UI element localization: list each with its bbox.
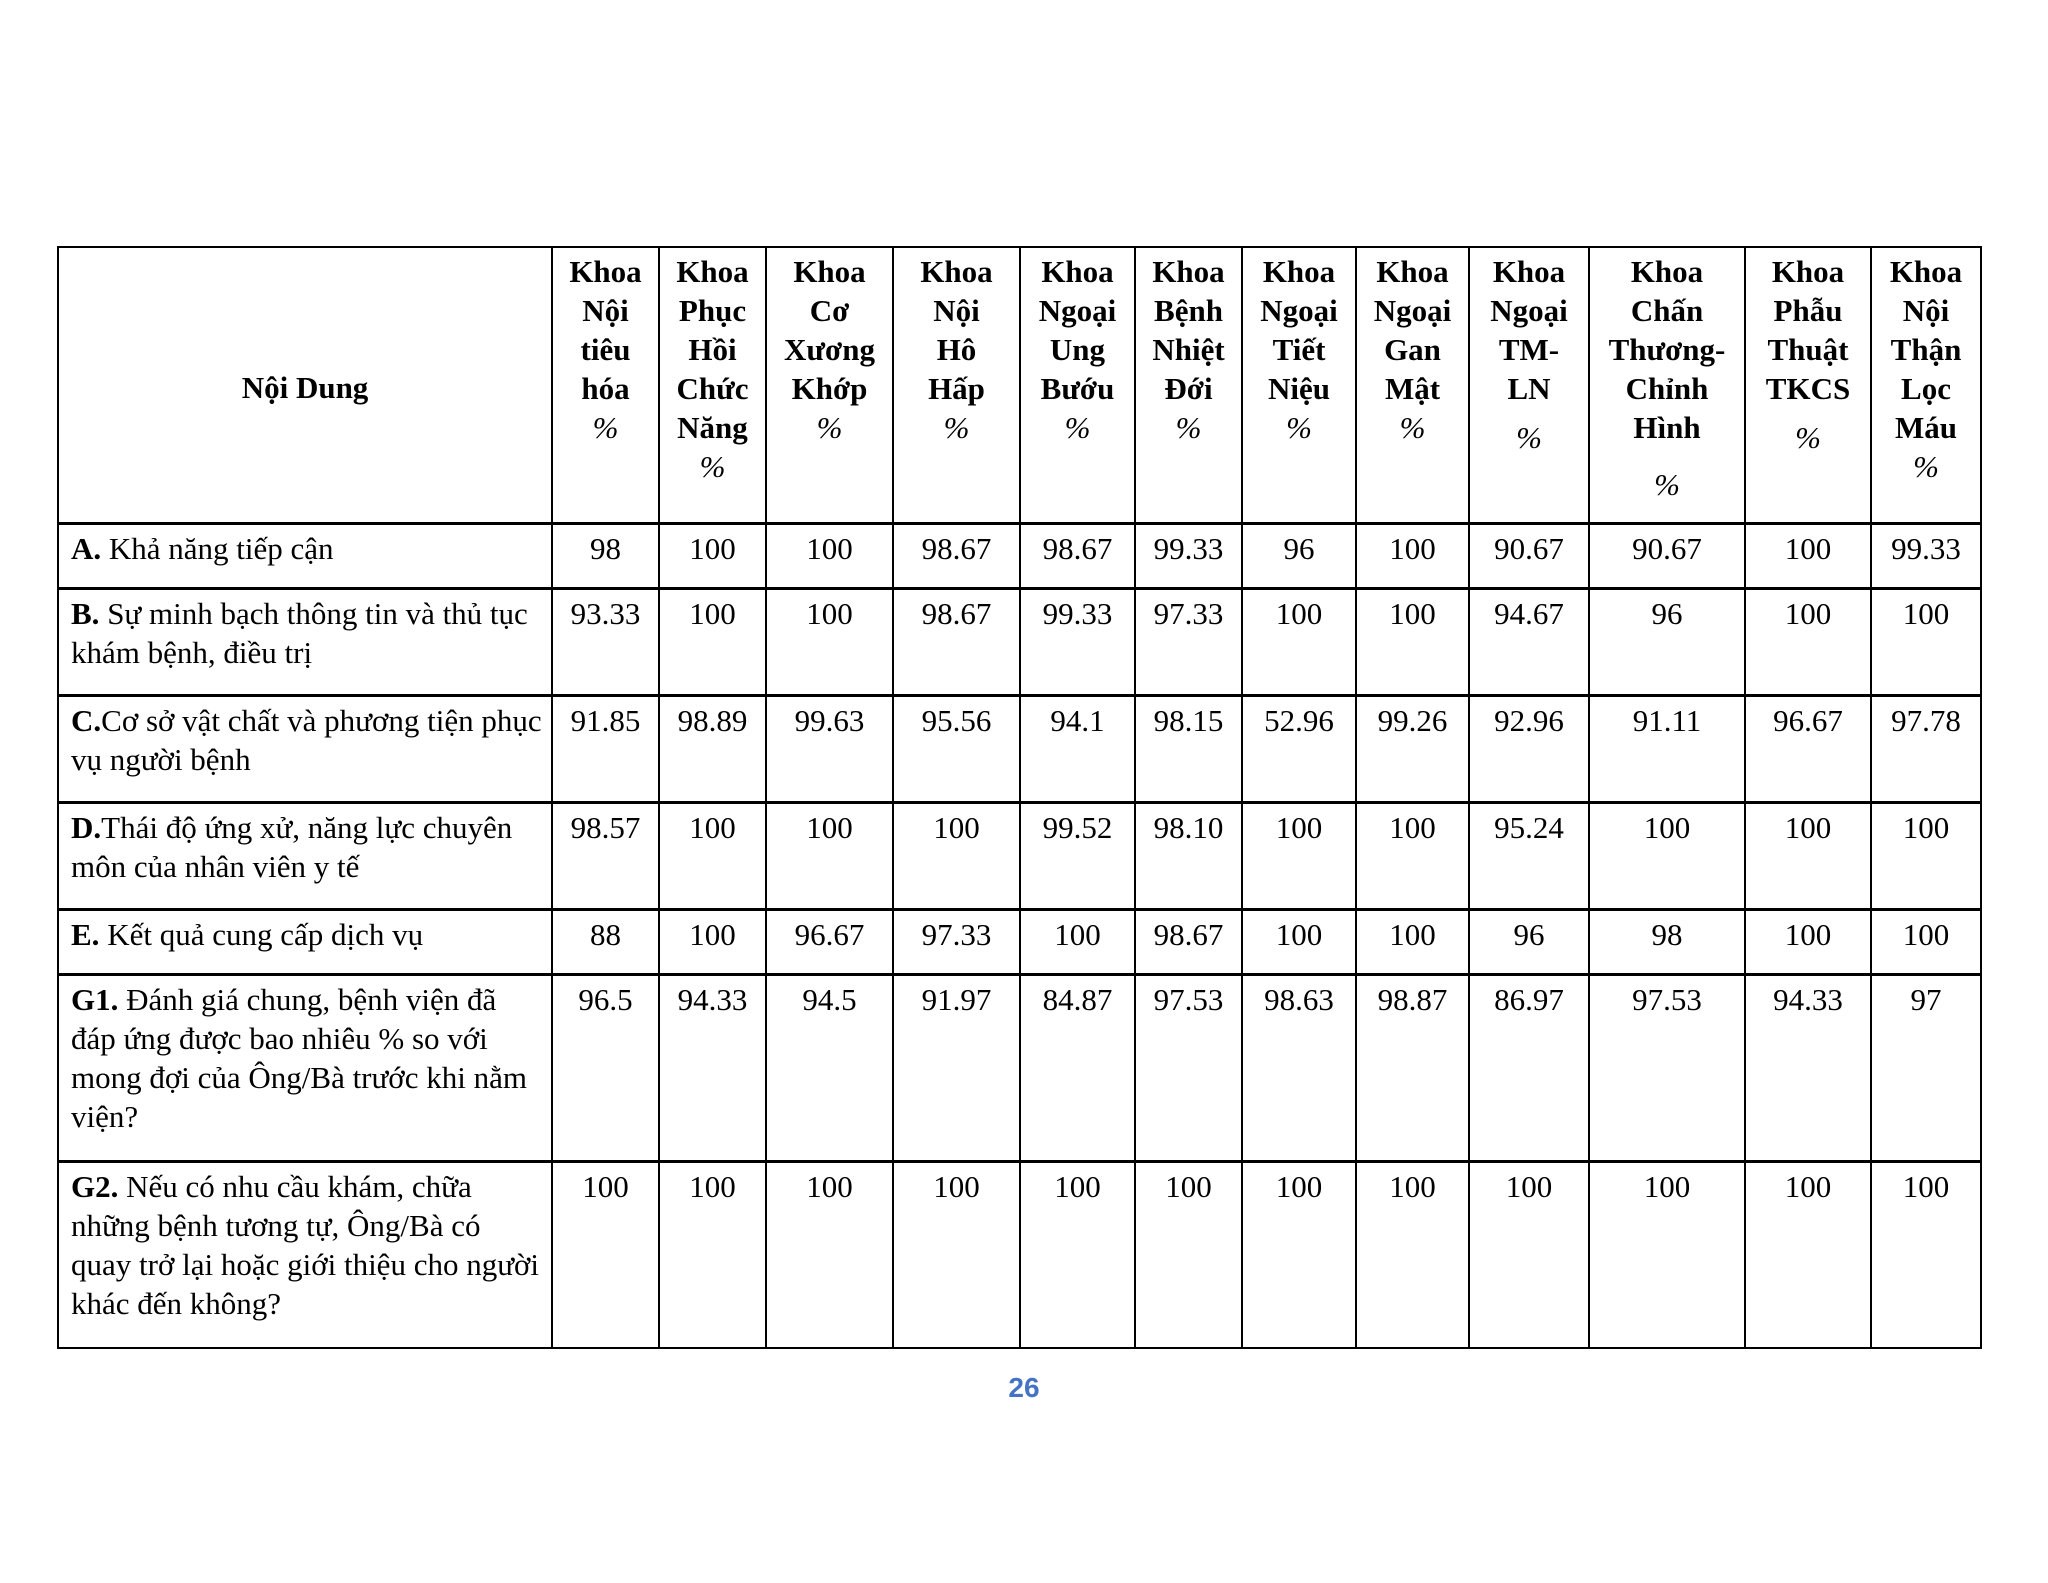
value-cell: 96.5 (552, 975, 659, 1162)
value-cell: 90.67 (1589, 524, 1745, 589)
column-header-line: Phục (678, 293, 747, 328)
content-column-header: Nội Dung (58, 247, 552, 524)
value-cell: 100 (1589, 1162, 1745, 1349)
value-cell: 98.10 (1135, 803, 1242, 910)
column-unit: % (1654, 467, 1680, 502)
column-header-line: Ngoại (1260, 293, 1338, 328)
row-text: Nếu có nhu cầu khám, chữa những bệnh tương tự, Ông/Bà có quay trở lại hoặc giới thiệu cho người khác đến không? (71, 1169, 547, 1321)
row-code: C. (71, 703, 102, 738)
value-cell: 100 (1745, 1162, 1871, 1349)
value-cell: 100 (1745, 589, 1871, 696)
column-header-line: Đới (1164, 371, 1213, 406)
column-header-line: Chấn (1630, 293, 1704, 328)
column-header-line: LN (1507, 371, 1551, 406)
row-code: G1. (71, 982, 119, 1017)
column-header-line: Cơ (809, 293, 850, 328)
value-cell: 94.5 (766, 975, 893, 1162)
row-label (58, 910, 552, 975)
value-cell: 100 (1356, 589, 1469, 696)
value-cell: 92.96 (1469, 696, 1589, 803)
value-cell: 94.33 (1745, 975, 1871, 1162)
column-header (552, 247, 659, 524)
column-header-line: Khoa (1630, 254, 1704, 289)
value-cell: 100 (1469, 1162, 1589, 1349)
value-cell: 98.67 (1020, 524, 1135, 589)
column-unit: % (943, 410, 970, 445)
column-header (1020, 247, 1135, 524)
value-cell: 95.24 (1469, 803, 1589, 910)
column-unit: % (1064, 410, 1091, 445)
value-cell: 100 (766, 1162, 893, 1349)
value-cell: 100 (659, 910, 766, 975)
value-cell: 97.33 (1135, 589, 1242, 696)
column-header-line: Ngoại (1373, 293, 1452, 328)
value-cell: 90.67 (1469, 524, 1589, 589)
value-cell: 100 (1242, 589, 1356, 696)
value-cell: 100 (766, 524, 893, 589)
value-cell: 100 (766, 589, 893, 696)
column-unit: % (1516, 420, 1542, 455)
table-row (58, 589, 1981, 696)
column-unit: % (816, 410, 843, 445)
value-cell: 98.67 (1135, 910, 1242, 975)
value-cell: 100 (552, 1162, 659, 1349)
value-cell: 99.33 (1871, 524, 1981, 589)
column-header-line: hóa (581, 371, 630, 406)
value-cell: 98.63 (1242, 975, 1356, 1162)
table-row (58, 910, 1981, 975)
value-cell: 100 (659, 803, 766, 910)
column-header-line: Bướu (1040, 371, 1115, 406)
column-header-line: Thận (1890, 332, 1962, 367)
column-header-line: tiêu (580, 332, 631, 367)
column-header-line: Khoa (1041, 254, 1114, 289)
value-cell: 99.33 (1020, 589, 1135, 696)
value-cell: 97 (1871, 975, 1981, 1162)
column-unit: % (592, 410, 619, 445)
value-cell: 96 (1242, 524, 1356, 589)
column-header-line: Hình (1633, 410, 1701, 445)
value-cell: 95.56 (893, 696, 1020, 803)
value-cell: 100 (1356, 1162, 1469, 1349)
column-header-line: Khoa (569, 254, 642, 289)
column-header-line: Khoa (676, 254, 749, 289)
column-header-line: Nội (933, 293, 980, 328)
value-cell: 91.97 (893, 975, 1020, 1162)
value-cell: 91.11 (1589, 696, 1745, 803)
column-header-line: Năng (677, 410, 748, 445)
value-cell: 94.1 (1020, 696, 1135, 803)
value-cell: 98 (1589, 910, 1745, 975)
value-cell: 100 (659, 1162, 766, 1349)
value-cell: 96 (1589, 589, 1745, 696)
column-header (1589, 247, 1745, 524)
value-cell: 100 (1356, 803, 1469, 910)
value-cell: 98.89 (659, 696, 766, 803)
value-cell: 100 (1242, 910, 1356, 975)
row-code: A. (71, 531, 102, 566)
column-header-line: Nội (582, 293, 629, 328)
value-cell: 98.15 (1135, 696, 1242, 803)
column-header-line: Khoa (1152, 254, 1225, 289)
column-header-line: Hô (936, 332, 977, 367)
row-label (58, 696, 552, 803)
column-header-line: Khoa (1376, 254, 1449, 289)
row-label (58, 589, 552, 696)
column-header-line: Ung (1049, 332, 1106, 367)
column-unit: % (699, 449, 726, 484)
column-header (1745, 247, 1871, 524)
value-cell: 96.67 (1745, 696, 1871, 803)
row-label (58, 1162, 552, 1349)
row-text: Khả năng tiếp cận (101, 531, 334, 566)
value-cell: 100 (659, 524, 766, 589)
column-header-line: Xương (784, 332, 875, 367)
table-body (58, 524, 1981, 1349)
column-header (1871, 247, 1981, 524)
row-text: Kết quả cung cấp dịch vụ (99, 917, 424, 952)
value-cell: 84.87 (1020, 975, 1135, 1162)
column-header-line: Lọc (1901, 371, 1951, 406)
value-cell: 98.67 (893, 589, 1020, 696)
value-cell: 97.78 (1871, 696, 1981, 803)
row-text: Sự minh bạch thông tin và thủ tục khám bệnh, điều trị (71, 596, 536, 670)
value-cell: 100 (1745, 910, 1871, 975)
column-unit: % (1286, 410, 1312, 445)
column-header (1135, 247, 1242, 524)
column-header-line: Thuật (1767, 332, 1849, 367)
row-code: B. (71, 596, 100, 631)
column-header-line: Khoa (1262, 254, 1336, 289)
table-row (58, 696, 1981, 803)
column-unit: % (1399, 410, 1426, 445)
column-header-line: Chỉnh (1625, 371, 1709, 406)
value-cell: 100 (1242, 803, 1356, 910)
value-cell: 97.33 (893, 910, 1020, 975)
column-header (893, 247, 1020, 524)
value-cell: 97.53 (1135, 975, 1242, 1162)
value-cell: 100 (1356, 910, 1469, 975)
table-row (58, 524, 1981, 589)
table-row (58, 975, 1981, 1162)
column-header-line: Hồi (688, 332, 737, 367)
column-header (1242, 247, 1356, 524)
column-header-line: Hấp (928, 371, 985, 406)
value-cell: 96 (1469, 910, 1589, 975)
row-text: Cơ sở vật chất và phương tiện phục vụ người bệnh (71, 703, 550, 777)
column-unit: % (1913, 449, 1939, 484)
value-cell: 94.33 (659, 975, 766, 1162)
column-header-line: Bệnh (1154, 293, 1223, 328)
value-cell: 100 (893, 1162, 1020, 1349)
row-label (58, 975, 552, 1162)
satisfaction-table (57, 246, 1982, 1349)
row-code: D. (71, 810, 102, 845)
row-label (58, 803, 552, 910)
column-header-line: Niệu (1268, 371, 1330, 406)
row-text: Đánh giá chung, bệnh viện đã đáp ứng được bao nhiêu % so với mong đợi của Ông/Bà trước khi nằm viện? (71, 982, 535, 1134)
value-cell: 91.85 (552, 696, 659, 803)
column-header-line: TM- (1498, 332, 1560, 367)
value-cell: 98.87 (1356, 975, 1469, 1162)
value-cell: 100 (1242, 1162, 1356, 1349)
column-header-line: Máu (1895, 410, 1957, 445)
value-cell: 98.57 (552, 803, 659, 910)
value-cell: 88 (552, 910, 659, 975)
row-text: Thái độ ứng xử, năng lực chuyên môn của nhân viên y tế (71, 810, 521, 884)
column-header-line: Ngoại (1038, 293, 1117, 328)
column-header-line: Nhiệt (1152, 332, 1225, 367)
value-cell: 100 (1745, 803, 1871, 910)
column-header-line: Khớp (791, 371, 868, 406)
value-cell: 99.52 (1020, 803, 1135, 910)
column-header (1356, 247, 1469, 524)
value-cell: 100 (1356, 524, 1469, 589)
column-header (766, 247, 893, 524)
value-cell: 86.97 (1469, 975, 1589, 1162)
value-cell: 52.96 (1242, 696, 1356, 803)
table-row (58, 1162, 1981, 1349)
column-header-line: TKCS (1765, 371, 1851, 406)
column-header-line: Ngoại (1490, 293, 1568, 328)
value-cell: 93.33 (552, 589, 659, 696)
column-unit: % (1795, 420, 1821, 455)
value-cell: 94.67 (1469, 589, 1589, 696)
page-number: 26 (1008, 1372, 1040, 1403)
column-header-line: Khoa (1771, 254, 1845, 289)
value-cell: 100 (1589, 803, 1745, 910)
column-header (659, 247, 766, 524)
value-cell: 100 (659, 589, 766, 696)
value-cell: 100 (1745, 524, 1871, 589)
value-cell: 100 (1020, 1162, 1135, 1349)
value-cell: 97.53 (1589, 975, 1745, 1162)
value-cell: 100 (1871, 1162, 1981, 1349)
column-header-line: Khoa (1492, 254, 1566, 289)
column-header-line: Gan (1384, 332, 1441, 367)
value-cell: 100 (1871, 910, 1981, 975)
value-cell: 100 (766, 803, 893, 910)
column-header-line: Chức (676, 371, 749, 406)
column-header-line: Thương- (1608, 332, 1726, 367)
value-cell: 99.63 (766, 696, 893, 803)
column-header (1469, 247, 1589, 524)
table-row (58, 803, 1981, 910)
row-label (58, 524, 552, 589)
value-cell: 100 (1871, 589, 1981, 696)
column-header-line: Phẫu (1773, 293, 1843, 328)
value-cell: 100 (893, 803, 1020, 910)
column-header-line: Khoa (920, 254, 993, 289)
row-code: E. (71, 917, 100, 952)
value-cell: 96.67 (766, 910, 893, 975)
column-unit: % (1175, 410, 1202, 445)
column-header-line: Nội (1902, 293, 1950, 328)
column-header-line: Khoa (793, 254, 866, 289)
value-cell: 98 (552, 524, 659, 589)
value-cell: 98.67 (893, 524, 1020, 589)
row-code: G2. (71, 1169, 119, 1204)
value-cell: 99.26 (1356, 696, 1469, 803)
value-cell: 99.33 (1135, 524, 1242, 589)
column-header-line: Mật (1384, 371, 1441, 406)
value-cell: 100 (1871, 803, 1981, 910)
value-cell: 100 (1135, 1162, 1242, 1349)
table-header-row (58, 247, 1981, 524)
value-cell: 100 (1020, 910, 1135, 975)
column-header-line: Khoa (1889, 254, 1963, 289)
column-header-line: Tiết (1272, 332, 1326, 367)
